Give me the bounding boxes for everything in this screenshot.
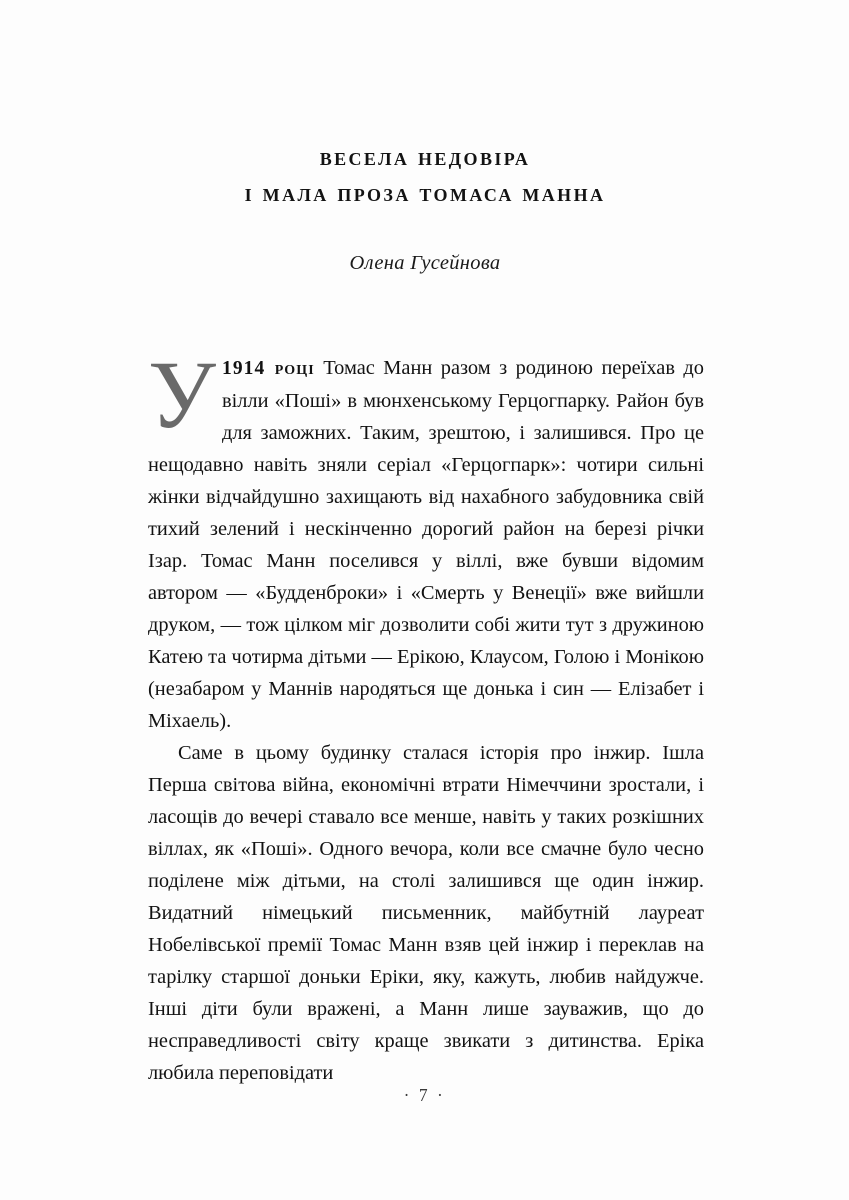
author-name: Олена Гусейнова	[349, 252, 501, 274]
paragraph-1-text: Томас Манн разом з родиною переїхав до вілли «Поші» в мюнхенському Герцогпарку. Район був для заможних. Таким, зрештою, і залишився. Про це нещодавно навіть зняли серіал «Герцогпарк»: чотири сильні жінки відчайдушно захищають від нахабного забудовника свій тихий зелений і нескінченно дорогий район на березі річки Ізар. Томас Манн поселився у віллі, вже бувши відомим автором — «Будденброки» і «Смерть у Венеції» вже вийшли друком, — тож цілком міг дозволити собі жити тут з дружиною Катею та чотирма дітьми — Ерікою, Клаусом, Голою і Монікою (незабаром у Маннів народяться ще донька і син — Елізабет і Міхаель).	[148, 357, 704, 732]
title-line-1: весела недовіра	[319, 144, 531, 171]
title-line-2: і мала проза томаса манна	[244, 180, 606, 207]
body-text	[148, 352, 704, 1089]
chapter-heading	[148, 140, 702, 276]
paragraph-2: Саме в цьому будинку сталася історія про інжир. Ішла Перша світова війна, економічні втрати Німеччини зростали, і ласощів до вечері ставало все менше, навіть у таких розкішних віллах, як «Поші». Одного вечора, коли все смачне було чесно поділене між дітьми, на столі залишився ще один інжир. Видатний німецький письменник, майбутній лауреат Нобелівської премії Томас Манн взяв цей інжир і переклав на тарілку старшої доньки Еріки, яку, кажуть, любив найдужче. Інші діти були вражені, а Манн лише зауважив, що до несправедливості світу краще звикати з дитинства. Еріка любила переповідати	[148, 742, 704, 1084]
drop-cap: У	[148, 358, 216, 434]
page-title	[148, 140, 702, 212]
paragraph-1	[148, 352, 704, 737]
page-number: · 7 ·	[403, 1085, 446, 1105]
opening-small-caps: 1914 році	[221, 358, 315, 379]
